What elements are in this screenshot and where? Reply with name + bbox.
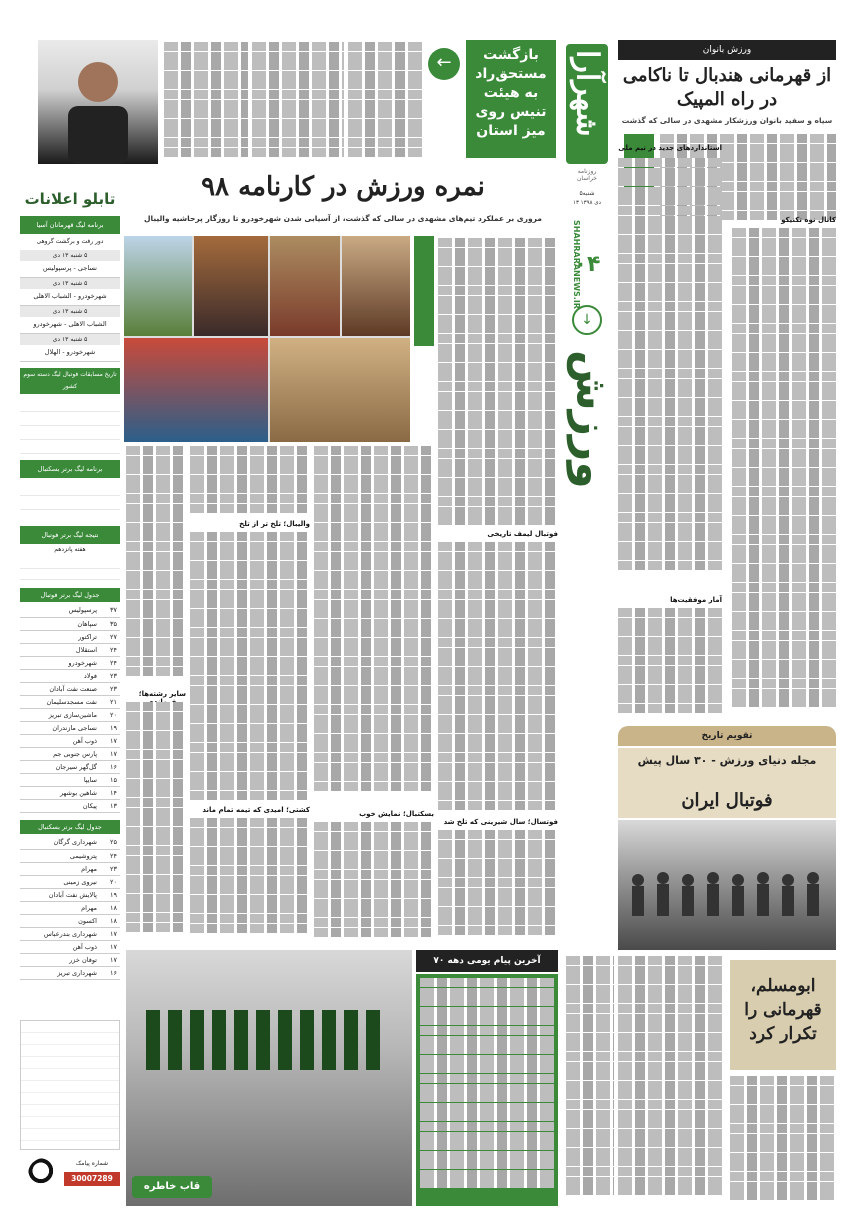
match-item[interactable]: ۵ شنبه ۱۳ دی نساجی - پرسپولیس	[20, 250, 120, 278]
sidebar-sub-3: آمار موفقیت‌ها	[670, 596, 722, 604]
credits-box	[20, 1020, 120, 1150]
photo-handball	[270, 338, 410, 442]
league2-list	[20, 398, 120, 456]
sms-label: شماره پیامک	[75, 1160, 109, 1167]
match-item[interactable]: ۵ شنبه ۱۳ دی شهرخودرو - الهلال	[20, 334, 120, 362]
main-col-2	[314, 446, 434, 806]
league3-title: برنامه لیگ برتر بسکتبال	[20, 460, 120, 478]
table-row[interactable]: پارس جنوبی جم ۱۷	[20, 747, 120, 760]
results-header: تابلو اعلانات	[24, 190, 116, 208]
table-row[interactable]: توفان خزر ۱۷	[20, 953, 120, 966]
league4-list	[20, 558, 120, 580]
table-row[interactable]: استقلال ۲۴	[20, 643, 120, 656]
sub-volleyball: والیبال؛ تلخ تر از تلخ	[239, 520, 310, 528]
coach-photo	[38, 40, 158, 164]
history-photo	[618, 820, 836, 950]
history-title-bar	[618, 726, 836, 746]
main-headline: نمره ورزش در کارنامه ۹۸	[201, 172, 485, 202]
main-col-3c	[190, 818, 310, 940]
sidebar-kicker: ورزش بانوان	[702, 45, 752, 55]
sub-football: فوتبال لیمف تاریخی	[487, 530, 558, 538]
date-full: ۱۳ دی ۱۳۹۸	[572, 200, 601, 206]
table-row[interactable]: شهرداری بندرعباس ۱۷	[20, 927, 120, 940]
league4-sub: هفته پانزدهم	[54, 546, 86, 553]
table-row[interactable]: پیکان ۱۳	[20, 799, 120, 812]
table2-title: جدول لیگ برتر بسکتبال	[20, 820, 120, 834]
sidebar-col-right	[732, 228, 836, 718]
table-row[interactable]: سپاهان ۳۵	[20, 617, 120, 630]
main-col-4	[126, 446, 186, 686]
table-row[interactable]: ذوب آهن ۱۷	[20, 734, 120, 747]
table2	[20, 836, 120, 980]
table-row[interactable]: فولاد ۲۳	[20, 669, 120, 682]
news-brief-title: آخرین پیام یومی دهه ۷۰	[416, 950, 558, 972]
subtitle: روزنامه خراسان	[577, 168, 597, 182]
photo-caption: قاب خاطره	[132, 1176, 212, 1198]
photo-football	[124, 236, 192, 336]
history-banner: فوتبال ایران	[681, 790, 773, 811]
section-title: ورزش	[566, 350, 617, 489]
page-number: ۰۴	[573, 252, 601, 277]
teaser-text-3	[164, 42, 248, 162]
main-col-3	[190, 446, 310, 516]
table-row[interactable]: شهرداری تبریز ۱۶	[20, 966, 120, 979]
history-side-col	[566, 956, 614, 1206]
table-row[interactable]: شاهین بوشهر ۱۴	[20, 786, 120, 799]
league1-title: برنامه لیگ قهرمانان آسیا	[20, 216, 120, 234]
history-title: تقویم تاریخ	[701, 731, 753, 741]
main-col-3b	[190, 532, 310, 802]
person-illustration	[38, 40, 158, 164]
news-brief-box	[416, 974, 558, 1206]
table-row[interactable]: پتروشیمی ۲۴	[20, 849, 120, 862]
sidebar-kicker-bar	[618, 40, 836, 60]
table1-title: جدول لیگ برتر فوتبال	[20, 588, 120, 602]
table1	[20, 604, 120, 813]
main-subhead: مروری بر عملکرد تیم‌های مشهدی در سالی که گذشت، از آسیابی شدن شهرخودرو تا روزگار پرحاشیه والیبال	[144, 214, 542, 223]
history-text-2	[730, 1076, 836, 1206]
site-url[interactable]: SHAHRARANEWS.IR	[572, 220, 581, 309]
league2-title: تاریخ مسابقات فوتبال لیگ دسته سوم کشور	[20, 368, 120, 394]
logo-text: شهرآرا	[569, 50, 605, 137]
league4-title: نتیجه لیگ برتر فوتبال	[20, 526, 120, 544]
sub-basketball: بسکتبال؛ نمایش خوب	[359, 810, 434, 818]
history-text	[618, 956, 724, 1206]
match-item[interactable]: ۵ شنبه ۱۳ دی الشباب الاهلی - شهرخودرو	[20, 306, 120, 334]
sub-wrestling: کشتی؛ امیدی که تیمه تمام ماند	[202, 806, 310, 814]
table-row[interactable]: پرسپولیس ۳۷	[20, 604, 120, 617]
main-tag	[414, 236, 434, 346]
sub-others: سایر رشته‌ها؛	[138, 690, 186, 698]
football-icon	[28, 1158, 60, 1190]
table-row[interactable]: صنعت نفت آبادان ۲۳	[20, 682, 120, 695]
teaser-title: بازگشت مستحق‌راد به هیئت تنیس روی میز استان	[475, 47, 547, 139]
table-row[interactable]: شهرخودرو ۲۴	[20, 656, 120, 669]
table-row[interactable]: سایپا ۱۵	[20, 773, 120, 786]
sidebar-headline: از قهرمانی هندبال تا ناکامی در راه المپیک	[622, 65, 832, 110]
memory-photo	[126, 950, 412, 1206]
sidebar-col-left-2	[618, 608, 722, 718]
sidebar-lead: سیاه و سفید بانوان ورزشکار مشهدی در سالی که گذشت	[621, 116, 833, 125]
match-item[interactable]: ۵ شنبه ۱۳ دی شهرخودرو - الشباب الاهلی	[20, 278, 120, 306]
teaser-text-1	[348, 42, 422, 162]
masthead	[564, 40, 617, 600]
table-row[interactable]: مهرام ۲۳	[20, 862, 120, 875]
team-line-illustration	[126, 950, 412, 1206]
league3-list	[20, 482, 120, 522]
sidebar-sub-2: استانداردهای جدید در تیم ملی	[618, 144, 722, 152]
teaser-box[interactable]	[466, 40, 556, 158]
main-col-1c	[438, 830, 558, 940]
sms-number[interactable]: 30007289	[64, 1172, 120, 1186]
arrow-left-icon[interactable]: ←	[428, 48, 460, 80]
table-row[interactable]: نفت مسجدسلیمان ۲۱	[20, 695, 120, 708]
news-brief-text	[416, 974, 558, 1193]
team-photo-illustration	[618, 820, 836, 950]
photo-collage	[124, 236, 410, 442]
sub-futsal: فوتسال؛ سال شیرینی که تلخ شد	[443, 818, 558, 826]
history-subtitle: مجله دنیای ورزش - ۳۰ سال پیش	[618, 748, 836, 818]
main-col-4b	[126, 702, 186, 940]
table-row[interactable]: نساجی مازندران ۱۹	[20, 721, 120, 734]
photo-women-team	[194, 236, 268, 336]
history-bottom-headline: ابومسلم، قهرمانی را تکرار کرد	[730, 960, 836, 1070]
table-row[interactable]: ذوب آهن ۱۷	[20, 940, 120, 953]
sidebar-col-left	[618, 158, 722, 588]
main-col-1	[438, 238, 558, 528]
main-col-1b	[438, 542, 558, 812]
table-row[interactable]: نیروی زمینی ۲۰	[20, 875, 120, 888]
photo-volleyball	[270, 236, 340, 336]
teaser-text-2	[252, 42, 344, 162]
main-col-2b	[314, 822, 434, 940]
section-icon: ↓	[572, 305, 602, 335]
match-list	[20, 250, 120, 362]
table-row[interactable]: تراکتور ۲۷	[20, 630, 120, 643]
sidebar-sub-1: کانال نوه تکنیکو	[781, 216, 836, 224]
league1-sub: دور رفت و برگشت گروهی	[36, 238, 104, 245]
table-row[interactable]: گل‌گهر سیرجان ۱۶	[20, 760, 120, 773]
table-row[interactable]: مهرام ۱۸	[20, 901, 120, 914]
photo-wrestling-hall	[342, 236, 410, 336]
date-day: ۵شنبه	[579, 190, 595, 197]
table-row[interactable]: اکسون ۱۸	[20, 914, 120, 927]
table-row[interactable]: ماشین‌سازی تبریز ۲۰	[20, 708, 120, 721]
photo-boxing	[124, 338, 268, 442]
table-row[interactable]: پالایش نفت آبادان ۱۹	[20, 888, 120, 901]
logo-block	[566, 44, 608, 164]
table-row[interactable]: شهرداری گرگان ۲۵	[20, 836, 120, 849]
